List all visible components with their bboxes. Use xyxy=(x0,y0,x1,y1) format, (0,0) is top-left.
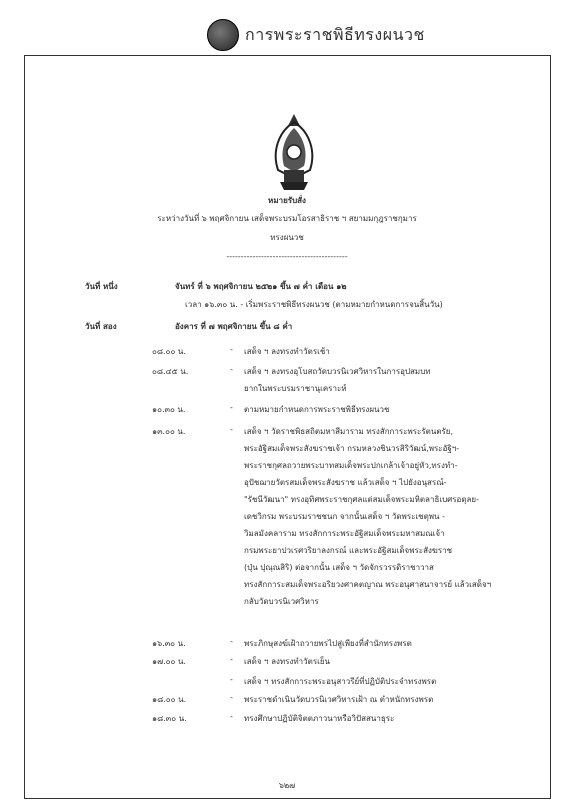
schedule-text: ทรงสักการะสมเด็จพระอริยวงศาคตญาณ พระอนุศาสนาจารย์ แล้วเสด็จฯ xyxy=(244,580,492,589)
schedule-text: เสด็จ ฯ ลงทรงทำวัตรเย็น xyxy=(244,657,331,666)
royal-seal-icon xyxy=(207,19,239,51)
schedule-dash: - xyxy=(230,365,233,374)
schedule-text: ทรงศึกษาปฏิบัติจิตตภาวนาหรือวิปัสสนาธุระ xyxy=(244,714,395,723)
schedule-dash: - xyxy=(230,345,233,354)
schedule-text: เดชวิกรม พระบรมราชชนก จากนั้นเสด็จ ฯ วัดพระเชตุพน - xyxy=(244,512,445,521)
day2-label: วันที่ สอง xyxy=(85,322,117,331)
schedule-time: ๐๘.๔๕ น. xyxy=(152,367,189,376)
schedule-dash: - xyxy=(230,637,233,646)
doc-subheading-2: ทรงผนวช xyxy=(270,233,304,242)
doc-subheading-1: ระหว่างวันที่ ๖ พฤศจิกายน เสด็จพระบรมโอรสาธิราช ฯ สยามมกุฎราชกุมาร xyxy=(157,214,417,223)
schedule-text: เสด็จ ฯ ลงทรงอุโบสถวัดบวรนิเวศวิหารในการอุปสมบท xyxy=(244,367,431,376)
royal-emblem-icon xyxy=(266,112,322,194)
doc-heading: หมายรับสั่ง xyxy=(268,196,306,205)
schedule-text: กรมพระยาปวเรศวริยาลงกรณ์ และพระอัฐิสมเด็จพระสังฆราช xyxy=(244,546,453,555)
schedule-time: ๑๘.๐๐ น. xyxy=(152,695,187,704)
page-number: ๖๒๗ xyxy=(278,781,296,790)
schedule-time: ๑๗.๐๐ น. xyxy=(152,657,186,666)
doc-divider: ------------------------------------------ xyxy=(226,252,348,261)
schedule-text: พระราชกุศลถวายพระบาทสมเด็จพระปกเกล้าเจ้าอยู่หัว,ทรงทำ- xyxy=(244,461,458,470)
day1-date: จันทร์ ที่ ๖ พฤศจิกายน ๒๕๒๑ ขึ้น ๗ ค่ำ เดือน ๑๒ xyxy=(175,282,347,291)
schedule-text: ตามหมายกำหนดการพระราชพิธีทรงผนวช xyxy=(244,405,390,414)
schedule-text: เสด็จ ฯ ลงทรงทำวัตรเช้า xyxy=(244,347,330,356)
page-header xyxy=(207,18,425,52)
day1-label: วันที่ หนึ่ง xyxy=(85,282,118,291)
schedule-time: ๑๐.๓๐ น. xyxy=(152,405,186,414)
schedule-time: ๑๘.๓๐ น. xyxy=(152,714,187,723)
schedule-text: พระภิกษุสงฆ์เฝ้าถวายพรไปสู่เพียงที่สำนักทรงพรต xyxy=(244,639,412,648)
schedule-time: ๑๓.๐๐ น. xyxy=(152,427,186,436)
schedule-dash: - xyxy=(230,693,233,702)
day1-line: เวลา ๑๖.๓๐ น. - เริ่มพระราชพิธีทรงผนวช (ตามหมายกำหนดการจนสิ้นวัน) xyxy=(185,300,443,309)
schedule-dash: - xyxy=(230,425,233,434)
schedule-time: ๐๘.๐๐ น. xyxy=(152,347,186,356)
schedule-text: พระอัฐิสมเด็จพระสังฆราชเจ้า กรมหลวงชินวรสิริวัฒน์,พระอัฐิฯ- xyxy=(244,444,460,453)
schedule-text: ยากในพระบรมราชานุเคราะห์ xyxy=(244,384,347,393)
schedule-text: อุปัชฌายวัตรสมเด็จพระสังฆราช แล้วเสด็จ ฯ ไปยังอนุสรณ์- xyxy=(244,478,447,487)
schedule-text: กลับวัดบวรนิเวศวิหาร xyxy=(244,597,319,606)
schedule-dash: - xyxy=(230,655,233,664)
schedule-time: ๑๖.๓๐ น. xyxy=(152,639,186,648)
schedule-dash: - xyxy=(230,403,233,412)
schedule-text: เสด็จ ฯ วัดราชพิธสถิตมหาสีมาราม ทรงสักการะพระรัตนตรัย, xyxy=(244,427,454,436)
schedule-text: วิมลมังคลาราม ทรงสักการะพระอัฐิสมเด็จพระมหาสมณเจ้า xyxy=(244,529,445,538)
header-title: การพระราชพิธีทรงผนวช xyxy=(245,24,425,44)
schedule-dash: - xyxy=(230,675,233,684)
schedule-text: พระราชดำเนินวัดบวรนิเวศวิหารเฝ้า ณ ตำหนักทรงพรต xyxy=(244,695,434,704)
schedule-text: "รัชนีวัฒนา" ทรงอุทิศพระราชกุศลแด่สมเด็จพระมหิตลาธิเบศรอดุลย- xyxy=(244,495,479,504)
schedule-dash: - xyxy=(230,712,233,721)
day2-date: อังคาร ที่ ๗ พฤศจิกายน ขึ้น ๘ ค่ำ xyxy=(175,322,293,331)
schedule-text: เสด็จ ฯ ทรงสักการะพระอนุสาวรีย์ที่ปฏิบัติประจำทรงพรต xyxy=(244,677,437,686)
schedule-text: (ปุ่น ปุณฺณสิริ) ต่อจากนั้น เสด็จ ฯ วัดจักรวรรดิราชาวาส xyxy=(244,563,434,572)
